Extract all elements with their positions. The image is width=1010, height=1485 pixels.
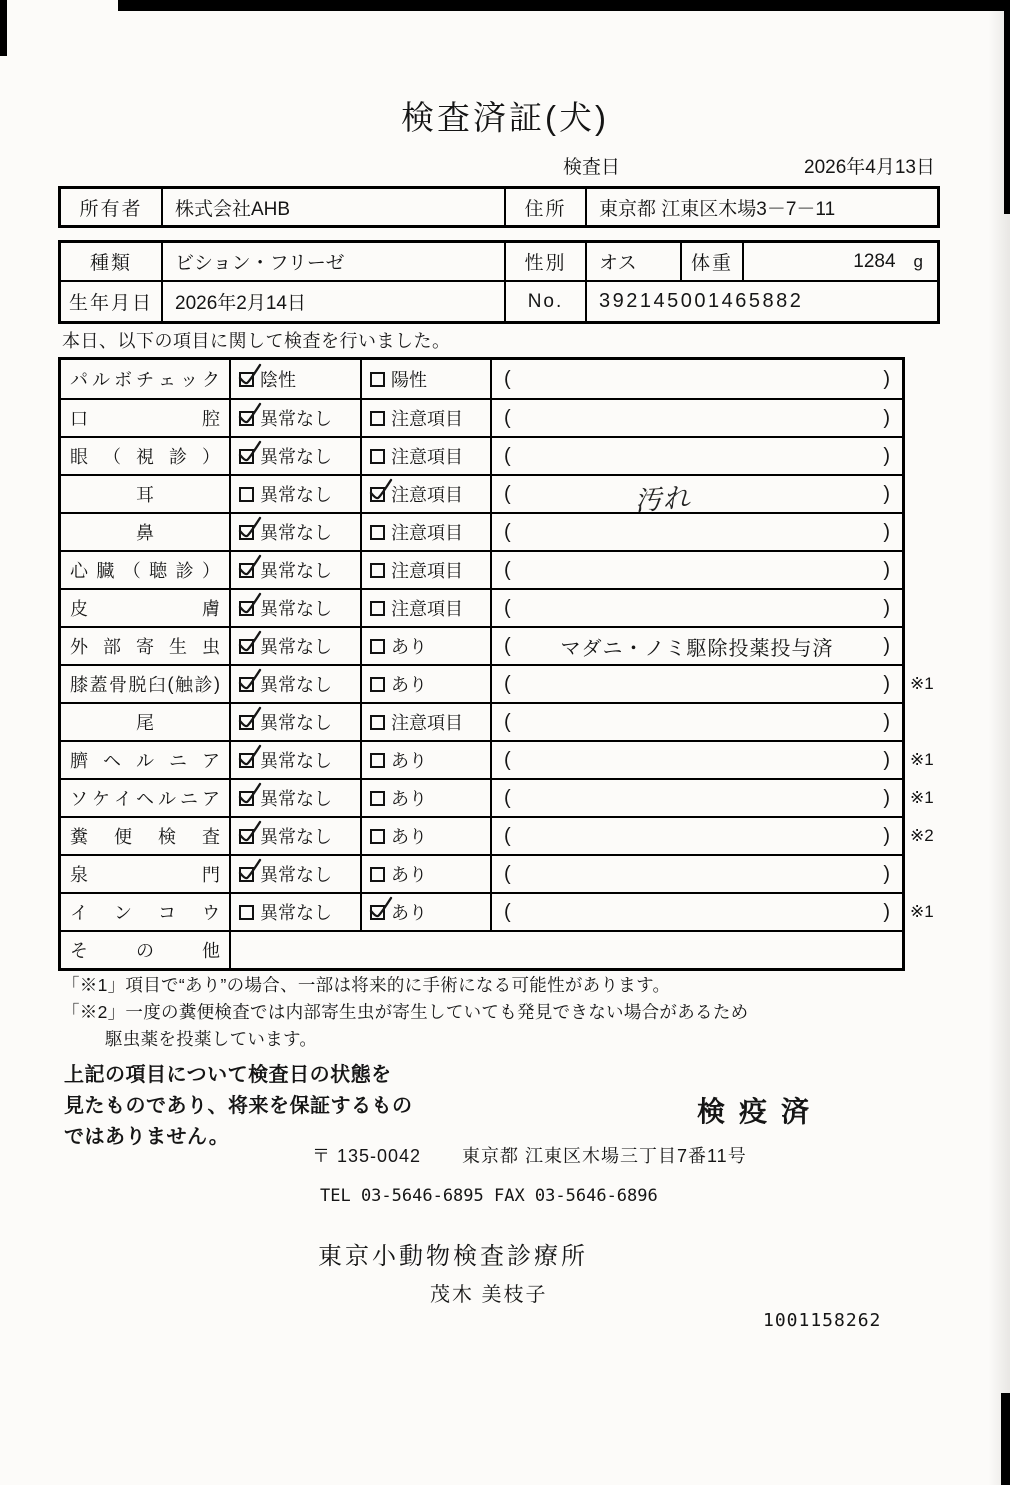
checklist-row	[61, 740, 934, 778]
option-label: 異常なし	[260, 485, 332, 505]
checkbox-checked	[239, 563, 254, 578]
remark-text: マダニ・ノミ駆除投薬投与済	[560, 637, 834, 660]
inspection-date-row	[563, 152, 935, 179]
checkbox-unchecked	[370, 829, 385, 844]
option-label: 異常なし	[260, 561, 332, 581]
option-label: 注意項目	[391, 523, 463, 543]
checklist-empty-cell	[231, 932, 902, 968]
disclaimer	[64, 1060, 413, 1153]
option-label: 異常なし	[260, 409, 332, 429]
remark-cell	[492, 514, 902, 550]
open-paren: (	[504, 900, 511, 923]
checkbox-unchecked	[370, 867, 385, 882]
open-paren: (	[504, 444, 511, 467]
no-label: No.	[506, 282, 587, 321]
option-label: 陰性	[260, 370, 296, 390]
option-label: 異常なし	[260, 713, 332, 733]
postal-code: 〒 135-0042	[312, 1146, 422, 1166]
footnotes	[62, 972, 748, 1053]
footnote-2: 「※2」一度の糞便検査では内部寄生虫が寄生していても発見できない場合があるため	[62, 1002, 749, 1022]
option-label: 注意項目	[391, 561, 463, 581]
option-label: 異常なし	[260, 675, 332, 695]
option-label: あり	[391, 751, 427, 771]
checkbox-unchecked	[370, 563, 385, 578]
owner-value: 株式会社AHB	[163, 189, 506, 225]
weight-label: 体重	[682, 243, 744, 280]
option-primary	[231, 818, 362, 854]
checkbox-unchecked	[370, 449, 385, 464]
checkbox-unchecked	[370, 372, 385, 387]
option-primary	[231, 514, 362, 550]
sex-value: オス	[587, 243, 682, 280]
option-label: 陽性	[391, 370, 427, 390]
checkbox-checked	[370, 905, 385, 920]
checklist-row	[61, 702, 902, 740]
disclaimer-line-1: 上記の項目について検査日の状態を	[64, 1064, 392, 1086]
option-label: 注意項目	[391, 713, 463, 733]
option-primary	[231, 400, 362, 436]
checklist-item-label: 外 部 寄 生 虫	[61, 628, 231, 664]
checklist-item-label: 糞 便 検 査	[61, 818, 231, 854]
checklist-item-label: 眼 （ 視 診 ）	[61, 438, 231, 474]
checkbox-checked	[239, 601, 254, 616]
checklist-item-label: 心 臓 （ 聴 診 ）	[61, 552, 231, 588]
option-primary	[231, 894, 362, 930]
checkbox-unchecked	[370, 753, 385, 768]
option-label: 異常なし	[260, 523, 332, 543]
checklist-item-label: 耳	[61, 476, 231, 512]
remark-cell	[492, 666, 902, 702]
option-primary	[231, 476, 362, 512]
no-value: 392145001465882	[599, 290, 804, 312]
reference-mark: ※1	[910, 902, 934, 921]
close-paren: )	[883, 900, 890, 923]
option-primary	[231, 590, 362, 626]
open-paren: (	[504, 862, 511, 885]
option-label: 注意項目	[391, 599, 463, 619]
option-label: あり	[391, 865, 427, 885]
checklist-row	[61, 778, 934, 816]
sex-label: 性別	[506, 243, 587, 280]
option-primary	[231, 360, 362, 398]
option-label: 注意項目	[391, 485, 463, 505]
checklist-item-label: 皮 膚	[61, 590, 231, 626]
open-paren: (	[504, 558, 511, 581]
option-label: 異常なし	[260, 447, 332, 467]
checklist-item-label: 膝 蓋 骨 脱 臼 ( 触 診 )	[61, 666, 231, 702]
checklist-item-label: 尾	[61, 704, 231, 740]
reference-mark: ※2	[910, 826, 934, 845]
option-secondary	[362, 742, 492, 778]
checklist-row	[61, 474, 902, 516]
option-label: 異常なし	[260, 789, 332, 809]
option-secondary	[362, 438, 492, 474]
option-label: あり	[391, 789, 427, 809]
address-value: 東京都 江東区木場3－7－11	[599, 198, 836, 220]
breed-row	[61, 243, 937, 282]
checklist-row	[61, 398, 902, 436]
checklist-item-label: イ ン コ ウ	[61, 894, 231, 930]
option-secondary	[362, 514, 492, 550]
checklist-table	[58, 357, 934, 971]
remark-cell	[492, 360, 902, 398]
intro-text: 本日、以下の項目に関して検査を行いました。	[62, 331, 451, 351]
birth-row	[61, 282, 937, 321]
open-paren: (	[504, 786, 511, 809]
option-primary	[231, 552, 362, 588]
reference-mark: ※1	[910, 674, 934, 693]
weight-value: 1284	[853, 250, 896, 272]
close-paren: )	[883, 710, 890, 733]
open-paren: (	[504, 748, 511, 771]
checklist-row	[61, 512, 902, 550]
remark-cell	[492, 476, 902, 516]
checkbox-checked	[239, 867, 254, 882]
remark-cell	[492, 400, 902, 436]
option-secondary	[362, 400, 492, 436]
checkbox-checked	[239, 715, 254, 730]
close-paren: )	[883, 367, 890, 390]
checkbox-unchecked	[370, 639, 385, 654]
open-paren: (	[504, 710, 511, 733]
remark-cell	[492, 894, 902, 930]
option-primary	[231, 704, 362, 740]
checklist-item-label: 口 腔	[61, 400, 231, 436]
checkbox-checked	[239, 449, 254, 464]
option-secondary	[362, 818, 492, 854]
option-primary	[231, 742, 362, 778]
reference-mark: ※1	[910, 750, 934, 769]
close-paren: )	[883, 748, 890, 771]
option-label: あり	[391, 637, 427, 657]
checkbox-checked	[239, 791, 254, 806]
option-secondary	[362, 780, 492, 816]
checkbox-unchecked	[239, 905, 254, 920]
remark-cell	[492, 818, 902, 854]
close-paren: )	[883, 406, 890, 429]
owner-table	[58, 186, 940, 228]
checklist-row	[61, 588, 902, 626]
disclaimer-line-2: 見たものであり、将来を保証するもの	[64, 1095, 413, 1117]
open-paren: (	[504, 672, 511, 695]
checkbox-unchecked	[239, 487, 254, 502]
close-paren: )	[883, 482, 890, 505]
close-paren: )	[883, 596, 890, 619]
option-secondary	[362, 590, 492, 626]
tel-fax: TEL 03-5646-6895 FAX 03-5646-6896	[320, 1186, 658, 1206]
checkbox-checked	[239, 829, 254, 844]
checklist-row	[61, 854, 902, 892]
open-paren: (	[504, 367, 511, 390]
checkbox-checked	[239, 639, 254, 654]
option-secondary	[362, 476, 492, 512]
close-paren: )	[883, 672, 890, 695]
option-label: 異常なし	[260, 903, 332, 923]
checkbox-checked	[370, 487, 385, 502]
option-primary	[231, 666, 362, 702]
weight-cell	[744, 243, 937, 280]
weight-unit: g	[913, 251, 923, 271]
checklist-item-label: 鼻	[61, 514, 231, 550]
checkbox-unchecked	[370, 525, 385, 540]
scan-artifact-bottom-right	[1001, 1393, 1010, 1485]
scan-shadow	[988, 0, 1010, 1485]
checklist-row	[61, 626, 902, 664]
option-label: 異常なし	[260, 751, 332, 771]
quarantine-stamp: 検疫済	[697, 1096, 824, 1127]
option-label: 注意項目	[391, 409, 463, 429]
disclaimer-line-3: ではありません。	[64, 1126, 230, 1148]
remark-cell	[492, 552, 902, 588]
checkbox-checked	[239, 753, 254, 768]
close-paren: )	[883, 520, 890, 543]
checkbox-checked	[239, 525, 254, 540]
close-paren: )	[883, 444, 890, 467]
option-secondary	[362, 856, 492, 892]
option-primary	[231, 438, 362, 474]
checklist-item-label: 臍 ヘ ル ニ ア	[61, 742, 231, 778]
open-paren: (	[504, 596, 511, 619]
close-paren: )	[883, 634, 890, 657]
checklist-row	[61, 664, 934, 702]
serial-number: 1001158262	[763, 1310, 882, 1331]
reference-mark: ※1	[910, 788, 934, 807]
scan-artifact-left	[0, 0, 7, 56]
remark-cell	[492, 742, 902, 778]
examiner-name: 茂木 美枝子	[430, 1284, 548, 1306]
option-secondary	[362, 552, 492, 588]
inspection-date-value: 2026年4月13日	[804, 157, 935, 178]
footnote-1: 「※1」項目で“あり”の場合、一部は将来的に手術になる可能性があります。	[62, 975, 671, 995]
checklist-row	[61, 892, 934, 930]
breed-label: 種類	[61, 243, 163, 280]
footnote-2-continued: 駆虫薬を投薬しています。	[105, 1029, 318, 1049]
handwritten-remark: 汚れ	[633, 482, 692, 516]
clinic-name: 東京小動物検査診療所	[318, 1243, 588, 1270]
open-paren: (	[504, 634, 511, 657]
scan-artifact-top	[118, 0, 1010, 11]
checklist-row	[61, 550, 902, 588]
close-paren: )	[883, 824, 890, 847]
option-label: 異常なし	[260, 637, 332, 657]
page-title: 検査済証(犬)	[401, 99, 609, 136]
breed-value: ビション・フリーゼ	[163, 243, 506, 280]
checklist-row	[61, 816, 934, 854]
checkbox-unchecked	[370, 411, 385, 426]
option-label: 異常なし	[260, 599, 332, 619]
checklist-row	[61, 360, 902, 398]
dog-info-table	[58, 240, 940, 324]
clinic-address: 東京都 江東区木場三丁目7番11号	[462, 1146, 747, 1166]
option-label: 異常なし	[260, 827, 332, 847]
close-paren: )	[883, 558, 890, 581]
open-paren: (	[504, 482, 511, 505]
checkbox-unchecked	[370, 601, 385, 616]
remark-cell	[492, 780, 902, 816]
checklist-item-label: ソ ケ イ ヘ ル ニ ア	[61, 780, 231, 816]
checkbox-unchecked	[370, 677, 385, 692]
option-label: 異常なし	[260, 865, 332, 885]
checklist-row	[61, 436, 902, 474]
option-label: あり	[391, 675, 427, 695]
open-paren: (	[504, 824, 511, 847]
checklist-item-label: そ の 他	[61, 932, 231, 968]
checkbox-unchecked	[370, 791, 385, 806]
checklist-item-label: 泉 門	[61, 856, 231, 892]
birth-value: 2026年2月14日	[163, 282, 506, 321]
option-secondary	[362, 704, 492, 740]
option-label: あり	[391, 827, 427, 847]
checklist-row	[61, 930, 902, 968]
option-secondary	[362, 666, 492, 702]
checkbox-checked	[239, 372, 254, 387]
checklist-item-label: パ ル ボ チ ェ ッ ク	[61, 360, 231, 398]
option-primary	[231, 628, 362, 664]
option-label: あり	[391, 903, 427, 923]
remark-cell	[492, 704, 902, 740]
option-primary	[231, 780, 362, 816]
option-secondary	[362, 894, 492, 930]
owner-label: 所有者	[61, 189, 163, 225]
option-primary	[231, 856, 362, 892]
remark-cell	[492, 628, 902, 664]
close-paren: )	[883, 862, 890, 885]
address-label: 住所	[506, 189, 587, 225]
inspection-date-label: 検査日	[563, 157, 621, 178]
close-paren: )	[883, 786, 890, 809]
remark-cell	[492, 856, 902, 892]
checkbox-checked	[239, 411, 254, 426]
checkbox-checked	[239, 677, 254, 692]
option-secondary	[362, 628, 492, 664]
open-paren: (	[504, 406, 511, 429]
birth-label: 生年月日	[61, 282, 163, 321]
option-label: 注意項目	[391, 447, 463, 467]
option-secondary	[362, 360, 492, 398]
remark-cell	[492, 590, 902, 626]
open-paren: (	[504, 520, 511, 543]
checkbox-unchecked	[370, 715, 385, 730]
